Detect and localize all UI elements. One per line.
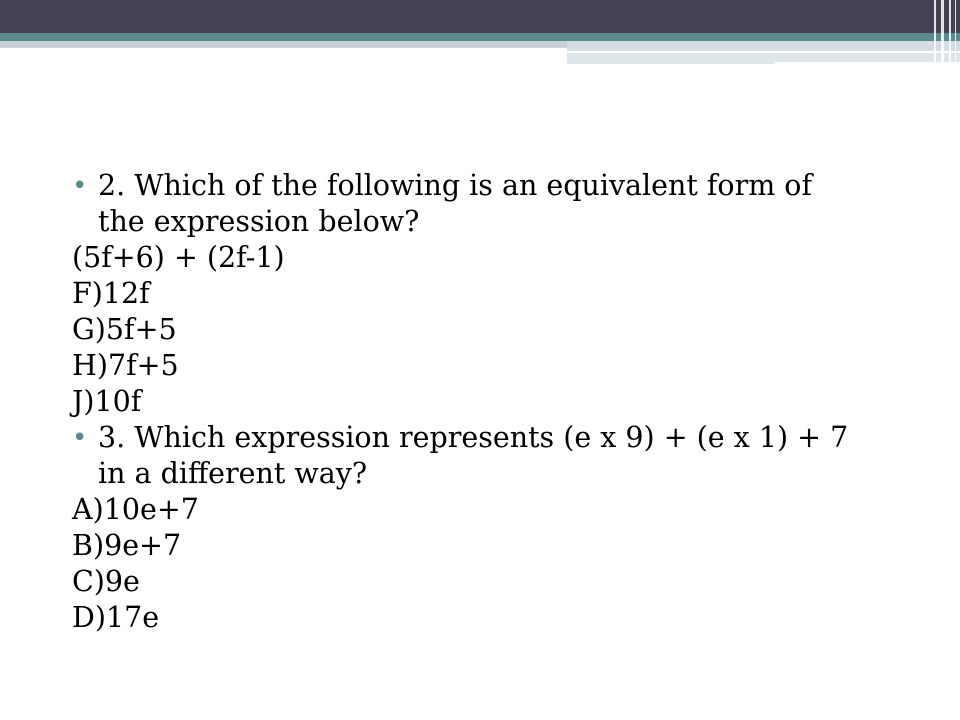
question-2-expression: (5f+6) + (2f-1) xyxy=(72,241,285,274)
answer-option-h: H)7f+5 xyxy=(72,349,179,382)
header-corner-stripes xyxy=(930,0,960,64)
bullet-icon: • xyxy=(72,171,88,201)
header-grey-bar-right xyxy=(567,41,960,51)
answer-option-a: A)10e+7 xyxy=(72,493,199,526)
answer-option-g: G)5f+5 xyxy=(72,313,177,346)
header-dark-bar xyxy=(0,0,960,33)
question-3 xyxy=(72,420,892,492)
question-2 xyxy=(72,168,892,240)
answer-option-d: D)17e xyxy=(72,601,160,634)
question-3-line-1: 3. Which expression represents (e x 9) + (e x 1) + 7 xyxy=(98,421,849,454)
answer-option-j: J)10f xyxy=(72,385,142,418)
answer-option-b: B)9e+7 xyxy=(72,529,182,562)
question-3-line-2: in a different way? xyxy=(98,457,368,490)
answer-option-f: F)12f xyxy=(72,277,150,310)
slide-body xyxy=(72,168,892,636)
question-2-line-2: the expression below? xyxy=(98,205,420,238)
header-teal-bar xyxy=(0,33,960,41)
answer-option-c: C)9e xyxy=(72,565,140,598)
header-grey-bar-left xyxy=(0,41,567,48)
bullet-icon: • xyxy=(72,423,88,453)
question-2-line-1: 2. Which of the following is an equivalent form of xyxy=(98,169,813,202)
